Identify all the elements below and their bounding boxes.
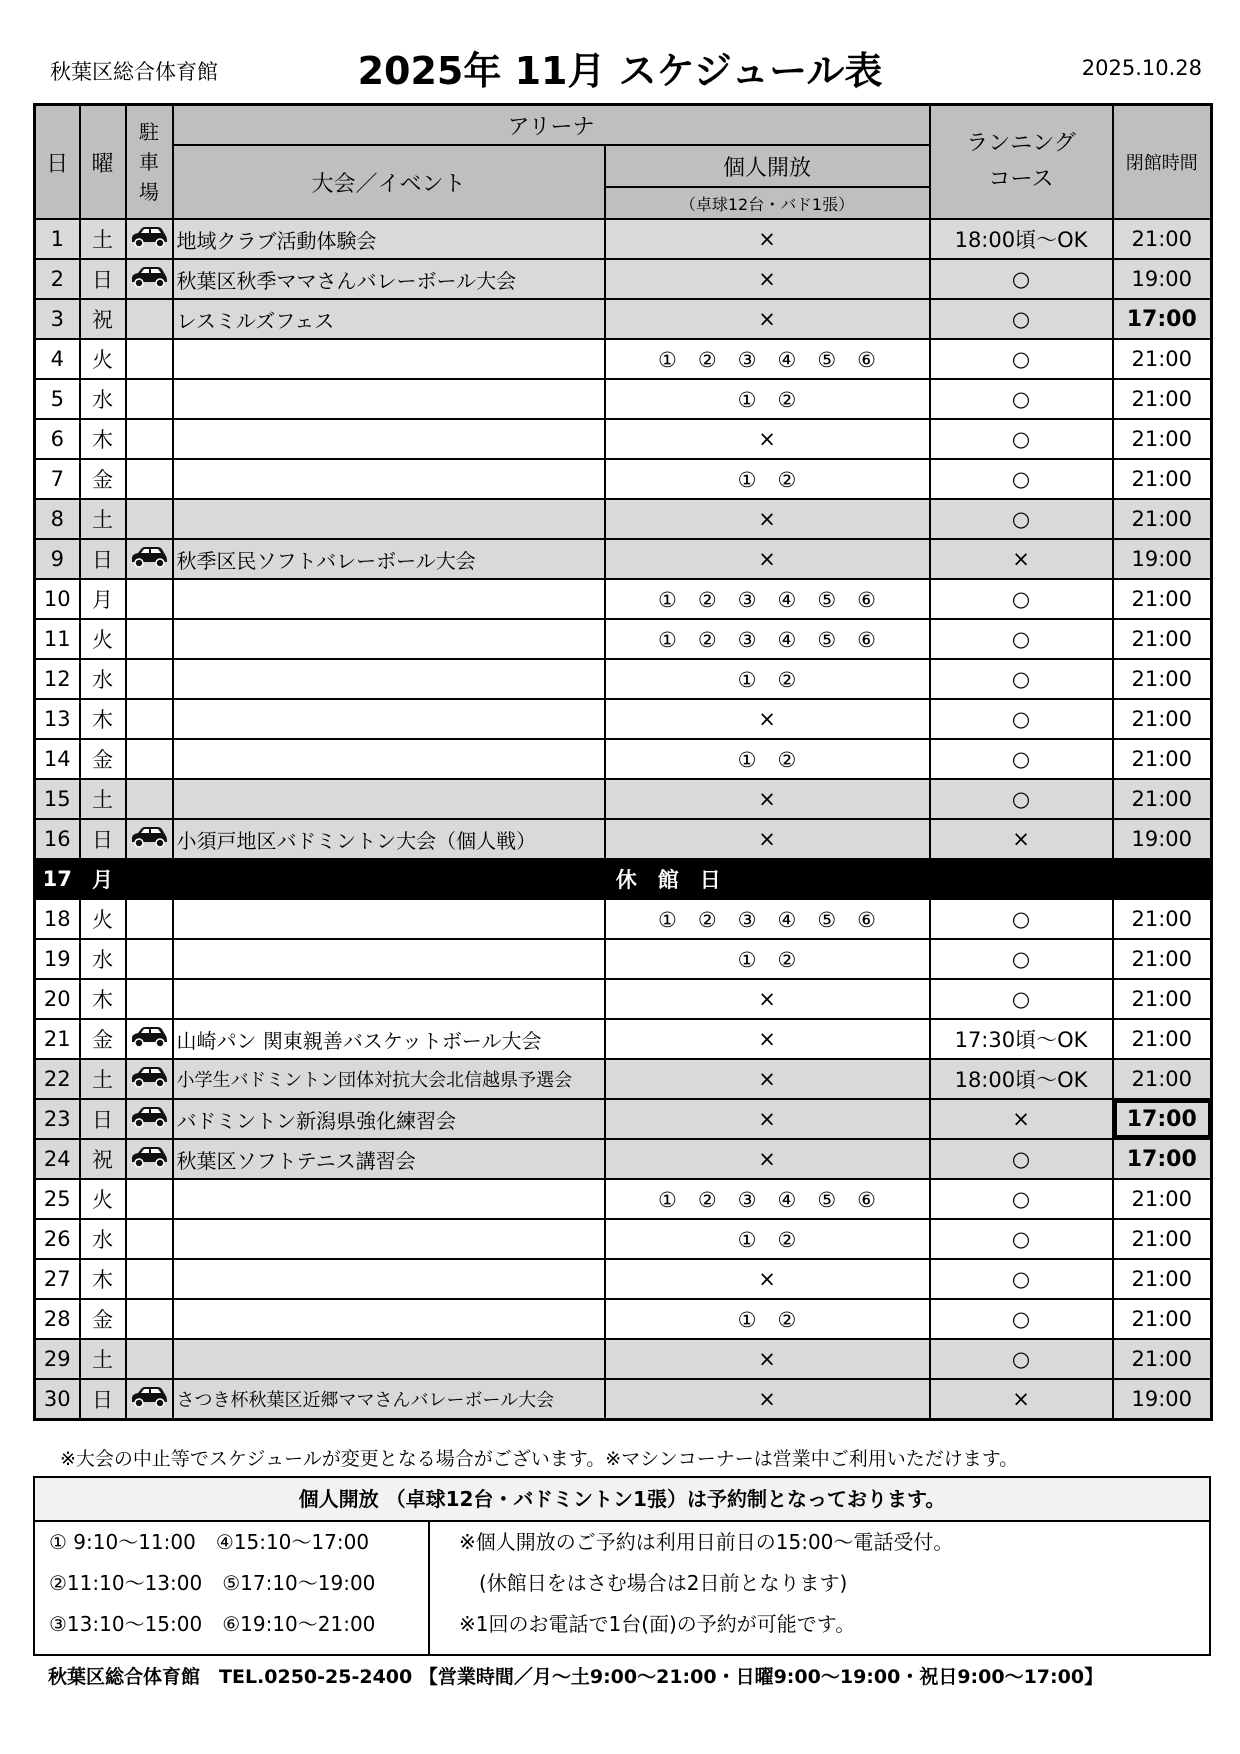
parking-cell <box>126 939 173 979</box>
footer-contact: 秋葉区総合体育館 TEL.0250-25-2400 【営業時間／月～土9:00～21:00・日曜9:00～19:00・祝日9:00～17:00】 <box>48 1666 1104 1688</box>
schedule-row <box>35 979 1212 1019</box>
personal-open-cell: × <box>605 1379 930 1420</box>
closing-time-cell: 21:00 <box>1113 699 1212 739</box>
day-cell: 12 <box>35 659 80 699</box>
dow-cell: 月 <box>80 859 126 899</box>
reservation-box <box>33 1476 1211 1656</box>
running-course-cell: 18:00頃～OK <box>930 1059 1113 1099</box>
day-cell: 21 <box>35 1019 80 1059</box>
personal-open-cell: × <box>605 1099 930 1139</box>
event-cell <box>173 499 605 539</box>
closing-time-cell: 17:00 <box>1113 299 1212 339</box>
closing-time-cell: 21:00 <box>1113 939 1212 979</box>
dow-cell: 火 <box>80 619 126 659</box>
schedule-row <box>35 579 1212 619</box>
schedule-row <box>35 1099 1212 1139</box>
schedule-row <box>35 1059 1212 1099</box>
schedule-row <box>35 419 1212 459</box>
dow-cell: 火 <box>80 1179 126 1219</box>
time-slot: ②11:10～13:00 ⑤17:10～19:00 <box>49 1571 376 1595</box>
event-cell <box>173 1179 605 1219</box>
schedule-row <box>35 539 1212 579</box>
running-course-cell: ○ <box>930 1179 1113 1219</box>
day-cell: 11 <box>35 619 80 659</box>
event-cell: さつき杯秋葉区近郷ママさんバレーボール大会 <box>173 1379 605 1420</box>
running-course-cell: × <box>930 819 1113 859</box>
dow-cell: 水 <box>80 379 126 419</box>
dow-cell: 火 <box>80 899 126 939</box>
parking-cell <box>126 499 173 539</box>
parking-cell <box>126 699 173 739</box>
personal-open-cell: × <box>605 979 930 1019</box>
day-cell: 24 <box>35 1139 80 1179</box>
closing-time-cell: 21:00 <box>1113 1339 1212 1379</box>
closing-time-cell: 19:00 <box>1113 259 1212 299</box>
day-cell: 28 <box>35 1299 80 1339</box>
dow-cell: 日 <box>80 1099 126 1139</box>
dow-cell: 水 <box>80 659 126 699</box>
parking-cell <box>126 219 173 259</box>
parking-cell <box>126 1059 173 1099</box>
time-slot: ③13:10～15:00 ⑥19:10～21:00 <box>49 1612 376 1636</box>
personal-open-cell: × <box>605 499 930 539</box>
closing-time-cell: 19:00 <box>1113 1379 1212 1420</box>
dow-cell: 日 <box>80 259 126 299</box>
dow-cell: 日 <box>80 539 126 579</box>
parking-cell <box>126 1179 173 1219</box>
closing-time-cell: 21:00 <box>1113 779 1212 819</box>
event-cell <box>173 619 605 659</box>
personal-open-cell: × <box>605 299 930 339</box>
car-icon <box>129 1106 169 1133</box>
running-course-cell: ○ <box>930 1339 1113 1379</box>
col-header-personal-sub: （卓球12台・バド1張） <box>605 187 930 219</box>
info-line: ※個人開放のご予約は利用日前日の15:00～電話受付。 <box>459 1530 954 1554</box>
event-cell: 秋葉区ソフトテニス講習会 <box>173 1139 605 1179</box>
event-cell: バドミントン新潟県強化練習会 <box>173 1099 605 1139</box>
day-cell: 2 <box>35 259 80 299</box>
dow-cell: 金 <box>80 1019 126 1059</box>
running-course-cell: ○ <box>930 259 1113 299</box>
personal-open-cell: ① ② <box>605 1299 930 1339</box>
col-header-arena: アリーナ <box>173 105 930 146</box>
dow-cell: 水 <box>80 939 126 979</box>
closing-time-cell: 19:00 <box>1113 819 1212 859</box>
dow-cell: 祝 <box>80 1139 126 1179</box>
dow-cell: 金 <box>80 459 126 499</box>
event-cell <box>173 899 605 939</box>
closing-time-cell: 21:00 <box>1113 1259 1212 1299</box>
day-cell: 14 <box>35 739 80 779</box>
dow-cell: 木 <box>80 1259 126 1299</box>
event-cell <box>173 1259 605 1299</box>
car-icon <box>129 226 169 253</box>
schedule-row <box>35 499 1212 539</box>
dow-cell: 火 <box>80 339 126 379</box>
personal-open-cell: × <box>605 1339 930 1379</box>
col-header-running: ランニング コース <box>930 105 1113 220</box>
running-course-cell: ○ <box>930 299 1113 339</box>
running-course-cell: ○ <box>930 1259 1113 1299</box>
dow-cell: 日 <box>80 1379 126 1420</box>
day-cell: 1 <box>35 219 80 259</box>
col-header-closing: 閉館時間 <box>1113 105 1212 220</box>
col-header-personal: 個人開放 <box>605 145 930 187</box>
schedule-row <box>35 779 1212 819</box>
schedule-row <box>35 659 1212 699</box>
running-course-cell: × <box>930 1379 1113 1420</box>
closing-time-cell: 21:00 <box>1113 739 1212 779</box>
event-cell <box>173 379 605 419</box>
event-cell <box>173 1339 605 1379</box>
personal-open-cell: × <box>605 419 930 459</box>
schedule-row <box>35 1339 1212 1379</box>
closing-time-cell: 21:00 <box>1113 459 1212 499</box>
personal-open-cell: × <box>605 259 930 299</box>
dow-cell: 月 <box>80 579 126 619</box>
running-course-cell: ○ <box>930 699 1113 739</box>
schedule-row <box>35 259 1212 299</box>
reservation-info <box>445 1522 953 1645</box>
personal-open-cell: × <box>605 699 930 739</box>
event-cell <box>173 699 605 739</box>
time-slot: ① 9:10～11:00 ④15:10～17:00 <box>49 1530 370 1554</box>
closing-time-cell: 21:00 <box>1113 499 1212 539</box>
time-slots <box>35 1522 430 1654</box>
dow-cell: 祝 <box>80 299 126 339</box>
day-cell: 5 <box>35 379 80 419</box>
closing-time-cell: 19:00 <box>1113 539 1212 579</box>
event-cell: 地域クラブ活動体験会 <box>173 219 605 259</box>
parking-cell <box>126 1019 173 1059</box>
closing-time-cell: 21:00 <box>1113 219 1212 259</box>
day-cell: 19 <box>35 939 80 979</box>
dow-cell: 日 <box>80 819 126 859</box>
parking-cell <box>126 659 173 699</box>
running-course-cell: ○ <box>930 419 1113 459</box>
day-cell: 4 <box>35 339 80 379</box>
running-course-cell: ○ <box>930 899 1113 939</box>
closing-time-cell: 21:00 <box>1113 659 1212 699</box>
day-cell: 22 <box>35 1059 80 1099</box>
col-header-dow: 曜 <box>80 105 126 220</box>
closing-time-cell: 21:00 <box>1113 1019 1212 1059</box>
running-course-cell: ○ <box>930 459 1113 499</box>
schedule-row <box>35 819 1212 859</box>
parking-cell <box>126 739 173 779</box>
personal-open-cell: × <box>605 1139 930 1179</box>
day-cell: 20 <box>35 979 80 1019</box>
running-course-cell: ○ <box>930 659 1113 699</box>
schedule-row <box>35 1299 1212 1339</box>
dow-cell: 木 <box>80 699 126 739</box>
running-course-cell: ○ <box>930 579 1113 619</box>
schedule-row <box>35 1219 1212 1259</box>
issue-date: 2025.10.28 <box>1081 56 1202 80</box>
parking-cell <box>126 379 173 419</box>
running-course-cell: ○ <box>930 1139 1113 1179</box>
personal-open-cell: × <box>605 1019 930 1059</box>
event-cell: 小学生バドミントン団体対抗大会北信越県予選会 <box>173 1059 605 1099</box>
personal-open-cell: ① ② <box>605 939 930 979</box>
parking-cell <box>126 1259 173 1299</box>
parking-cell <box>126 1099 173 1139</box>
closing-time-cell: 21:00 <box>1113 379 1212 419</box>
event-cell: 山崎パン 関東親善バスケットボール大会 <box>173 1019 605 1059</box>
dow-cell: 木 <box>80 419 126 459</box>
personal-open-cell: ① ② ③ ④ ⑤ ⑥ <box>605 899 930 939</box>
event-cell <box>173 979 605 1019</box>
info-line: (休館日をはさむ場合は2日前となります) <box>459 1571 848 1595</box>
event-cell <box>173 419 605 459</box>
parking-cell <box>126 899 173 939</box>
day-cell: 15 <box>35 779 80 819</box>
schedule-row <box>35 899 1212 939</box>
running-course-cell: ○ <box>930 739 1113 779</box>
parking-cell <box>126 259 173 299</box>
running-course-cell: 17:30頃～OK <box>930 1019 1113 1059</box>
closing-time-cell: 21:00 <box>1113 339 1212 379</box>
parking-cell <box>126 619 173 659</box>
personal-open-cell: ① ② ③ ④ ⑤ ⑥ <box>605 1179 930 1219</box>
car-icon <box>129 1146 169 1173</box>
parking-cell <box>126 819 173 859</box>
day-cell: 7 <box>35 459 80 499</box>
parking-cell <box>126 1339 173 1379</box>
schedule-table <box>33 103 1213 1421</box>
event-cell: 小須戸地区バドミントン大会（個人戦） <box>173 819 605 859</box>
parking-cell <box>126 579 173 619</box>
running-course-cell: ○ <box>930 339 1113 379</box>
event-cell: 秋葉区秋季ママさんバレーボール大会 <box>173 259 605 299</box>
day-cell: 26 <box>35 1219 80 1259</box>
schedule-row <box>35 1019 1212 1059</box>
closing-time-cell: 21:00 <box>1113 1299 1212 1339</box>
day-cell: 3 <box>35 299 80 339</box>
schedule-row <box>35 1259 1212 1299</box>
parking-cell <box>126 339 173 379</box>
day-cell: 23 <box>35 1099 80 1139</box>
running-course-cell: ○ <box>930 379 1113 419</box>
reservation-heading: 個人開放 （卓球12台・バドミントン1張）は予約制となっております。 <box>35 1478 1209 1522</box>
dow-cell: 土 <box>80 779 126 819</box>
col-header-event: 大会／イベント <box>173 145 605 219</box>
closing-time-cell: 21:00 <box>1113 619 1212 659</box>
closing-time-cell: 17:00 <box>1113 1099 1212 1139</box>
closing-time-cell: 21:00 <box>1113 1219 1212 1259</box>
info-line: ※1回のお電話で1台(面)の予約が可能です。 <box>459 1612 856 1636</box>
schedule-row <box>35 339 1212 379</box>
car-icon <box>129 1066 169 1093</box>
parking-cell <box>126 459 173 499</box>
event-cell: レスミルズフェス <box>173 299 605 339</box>
running-course-cell: ○ <box>930 499 1113 539</box>
dow-cell: 土 <box>80 219 126 259</box>
parking-cell <box>126 1379 173 1420</box>
event-cell <box>173 939 605 979</box>
page-title: 2025年 11月 スケジュール表 <box>357 49 883 93</box>
car-icon <box>129 266 169 293</box>
running-course-cell: × <box>930 539 1113 579</box>
personal-open-cell: ① ② ③ ④ ⑤ ⑥ <box>605 619 930 659</box>
parking-cell <box>126 1139 173 1179</box>
closing-time-cell: 21:00 <box>1113 979 1212 1019</box>
parking-cell <box>126 539 173 579</box>
personal-open-cell: × <box>605 539 930 579</box>
car-icon <box>129 546 169 573</box>
parking-cell <box>126 299 173 339</box>
running-course-cell: ○ <box>930 1219 1113 1259</box>
day-cell: 17 <box>35 859 80 899</box>
running-course-cell: ○ <box>930 779 1113 819</box>
running-course-cell: ○ <box>930 619 1113 659</box>
schedule-row <box>35 1379 1212 1420</box>
day-cell: 29 <box>35 1339 80 1379</box>
event-cell <box>173 339 605 379</box>
event-cell <box>173 779 605 819</box>
car-icon <box>129 1026 169 1053</box>
running-course-cell: × <box>930 1099 1113 1139</box>
day-cell: 16 <box>35 819 80 859</box>
parking-cell <box>126 419 173 459</box>
dow-cell: 水 <box>80 1219 126 1259</box>
day-cell: 30 <box>35 1379 80 1420</box>
col-header-parking: 駐 車 場 <box>126 105 173 220</box>
running-course-cell: ○ <box>930 979 1113 1019</box>
event-cell <box>173 1219 605 1259</box>
day-cell: 27 <box>35 1259 80 1299</box>
event-cell: 秋季区民ソフトバレーボール大会 <box>173 539 605 579</box>
closing-time-cell: 17:00 <box>1113 1139 1212 1179</box>
event-cell <box>173 459 605 499</box>
personal-open-cell: × <box>605 1059 930 1099</box>
closing-time-cell: 21:00 <box>1113 419 1212 459</box>
parking-cell <box>126 979 173 1019</box>
event-cell <box>173 1299 605 1339</box>
col-header-day: 日 <box>35 105 80 220</box>
personal-open-cell: × <box>605 1259 930 1299</box>
day-cell: 18 <box>35 899 80 939</box>
dow-cell: 土 <box>80 499 126 539</box>
schedule-row <box>35 1179 1212 1219</box>
closed-label: 休 館 日 <box>126 859 1212 899</box>
parking-cell <box>126 1219 173 1259</box>
running-course-cell: ○ <box>930 1299 1113 1339</box>
personal-open-cell: ① ② <box>605 1219 930 1259</box>
personal-open-cell: × <box>605 779 930 819</box>
schedule-row <box>35 219 1212 259</box>
personal-open-cell: ① ② <box>605 459 930 499</box>
dow-cell: 金 <box>80 739 126 779</box>
closing-time-cell: 21:00 <box>1113 899 1212 939</box>
schedule-note: ※大会の中止等でスケジュールが変更となる場合がございます。※マシンコーナーは営業中ご利用いただけます。 <box>60 1448 1019 1470</box>
schedule-row <box>35 299 1212 339</box>
parking-cell <box>126 779 173 819</box>
day-cell: 9 <box>35 539 80 579</box>
schedule-row <box>35 739 1212 779</box>
day-cell: 6 <box>35 419 80 459</box>
schedule-row <box>35 459 1212 499</box>
schedule-row <box>35 619 1212 659</box>
car-icon <box>129 1386 169 1413</box>
event-cell <box>173 579 605 619</box>
day-cell: 25 <box>35 1179 80 1219</box>
personal-open-cell: ① ② <box>605 659 930 699</box>
closing-time-cell: 21:00 <box>1113 1059 1212 1099</box>
schedule-row <box>35 859 1212 899</box>
schedule-row <box>35 939 1212 979</box>
personal-open-cell: × <box>605 819 930 859</box>
closing-time-cell: 21:00 <box>1113 1179 1212 1219</box>
dow-cell: 土 <box>80 1059 126 1099</box>
schedule-row <box>35 379 1212 419</box>
dow-cell: 土 <box>80 1339 126 1379</box>
personal-open-cell: ① ② <box>605 379 930 419</box>
event-cell <box>173 739 605 779</box>
personal-open-cell: ① ② ③ ④ ⑤ ⑥ <box>605 579 930 619</box>
day-cell: 13 <box>35 699 80 739</box>
personal-open-cell: ① ② <box>605 739 930 779</box>
day-cell: 8 <box>35 499 80 539</box>
dow-cell: 金 <box>80 1299 126 1339</box>
event-cell <box>173 659 605 699</box>
car-icon <box>129 826 169 853</box>
facility-name: 秋葉区総合体育館 <box>50 60 218 84</box>
personal-open-cell: × <box>605 219 930 259</box>
schedule-row <box>35 699 1212 739</box>
closing-time-cell: 21:00 <box>1113 579 1212 619</box>
running-course-cell: ○ <box>930 939 1113 979</box>
personal-open-cell: ① ② ③ ④ ⑤ ⑥ <box>605 339 930 379</box>
parking-cell <box>126 1299 173 1339</box>
dow-cell: 木 <box>80 979 126 1019</box>
running-course-cell: 18:00頃～OK <box>930 219 1113 259</box>
day-cell: 10 <box>35 579 80 619</box>
schedule-row <box>35 1139 1212 1179</box>
